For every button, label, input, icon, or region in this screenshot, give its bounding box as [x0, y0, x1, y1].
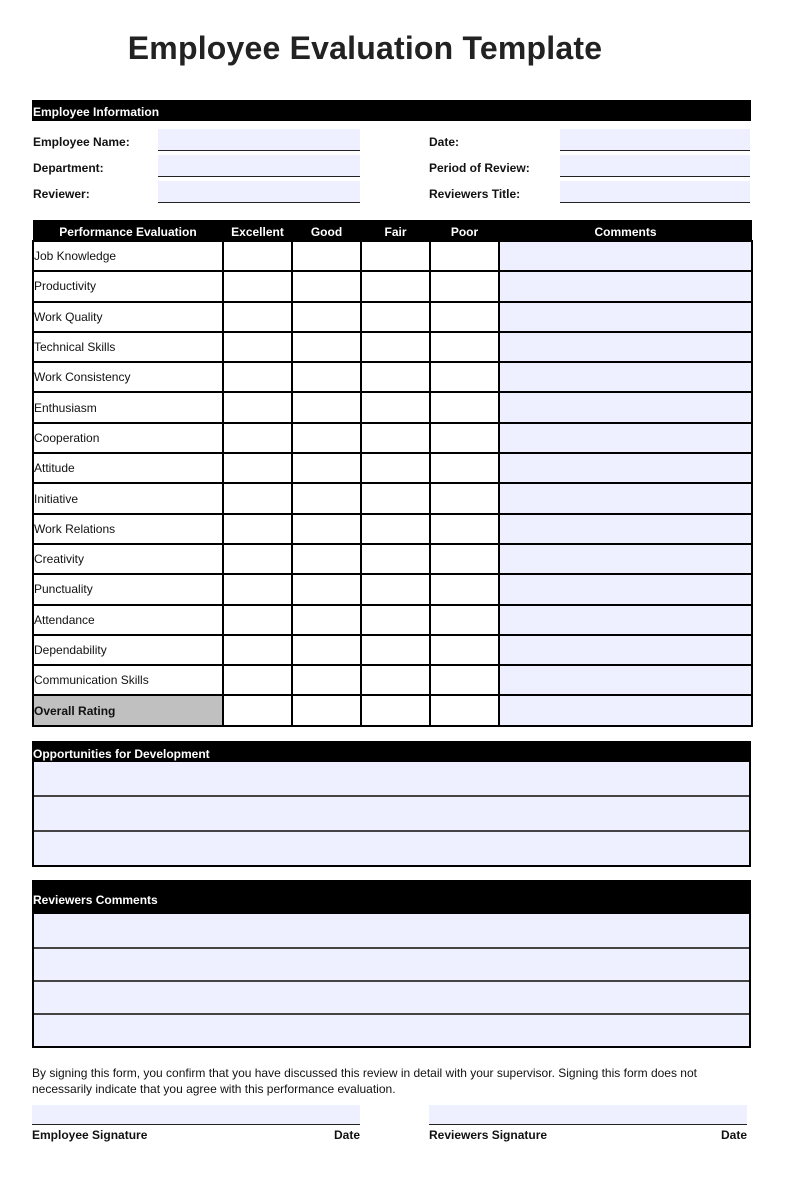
- rating-cell-excellent[interactable]: [223, 423, 292, 453]
- rating-cell-good[interactable]: [292, 392, 361, 422]
- comment-cell[interactable]: [499, 514, 752, 544]
- criteria-row: [33, 453, 752, 483]
- comment-cell[interactable]: [499, 302, 752, 332]
- development-line[interactable]: [34, 830, 749, 865]
- rating-cell-fair[interactable]: [361, 544, 430, 574]
- rating-cell-good[interactable]: [292, 544, 361, 574]
- criteria-label: Job Knowledge: [33, 241, 223, 271]
- date-field[interactable]: [560, 129, 750, 151]
- reviewers-title-label: Reviewers Title:: [429, 187, 521, 201]
- rating-cell-fair[interactable]: [361, 271, 430, 301]
- rating-cell-poor[interactable]: [430, 695, 499, 725]
- rating-cell-excellent[interactable]: [223, 695, 292, 725]
- rating-cell-fair[interactable]: [361, 423, 430, 453]
- performance-header-row: [33, 220, 752, 241]
- date-label: Date:: [429, 135, 460, 149]
- period-label: Period of Review:: [429, 161, 530, 175]
- criteria-label: Dependability: [33, 635, 223, 665]
- rating-cell-fair[interactable]: [361, 483, 430, 513]
- employee-info-section: [32, 100, 751, 210]
- development-line[interactable]: [34, 795, 749, 830]
- rating-cell-good[interactable]: [292, 695, 361, 725]
- comment-cell[interactable]: [499, 332, 752, 362]
- criteria-row: [33, 635, 752, 665]
- rating-cell-excellent[interactable]: [223, 302, 292, 332]
- rating-cell-fair[interactable]: [361, 605, 430, 635]
- development-lines: [32, 762, 751, 867]
- criteria-row: [33, 423, 752, 453]
- rating-cell-excellent[interactable]: [223, 544, 292, 574]
- rating-cell-fair[interactable]: [361, 241, 430, 271]
- reviewer-signature-label: Reviewers Signature: [429, 1128, 548, 1142]
- rating-cell-good[interactable]: [292, 271, 361, 301]
- performance-table: [32, 220, 753, 727]
- rating-cell-good[interactable]: [292, 514, 361, 544]
- criteria-row: [33, 332, 752, 362]
- comment-cell[interactable]: [499, 241, 752, 271]
- rating-cell-excellent[interactable]: [223, 635, 292, 665]
- criteria-row: [33, 514, 752, 544]
- reviewer-comments-section: [32, 880, 751, 1048]
- employee-name-label: Employee Name:: [33, 135, 130, 149]
- col-performance-evaluation: Performance Evaluation: [33, 220, 223, 241]
- criteria-label: Creativity: [33, 544, 223, 574]
- rating-cell-poor[interactable]: [430, 362, 499, 392]
- rating-cell-excellent[interactable]: [223, 332, 292, 362]
- comment-cell[interactable]: [499, 362, 752, 392]
- rating-cell-fair[interactable]: [361, 574, 430, 604]
- rating-cell-poor[interactable]: [430, 423, 499, 453]
- rating-cell-poor[interactable]: [430, 574, 499, 604]
- period-field[interactable]: [560, 155, 750, 177]
- employee-signature-label: Employee Signature: [32, 1128, 148, 1142]
- rating-cell-excellent[interactable]: [223, 362, 292, 392]
- department-label: Department:: [33, 161, 104, 175]
- rating-cell-poor[interactable]: [430, 332, 499, 362]
- employee-info-header: Employee Information: [32, 100, 751, 121]
- criteria-label: Attitude: [33, 453, 223, 483]
- rating-cell-fair[interactable]: [361, 635, 430, 665]
- info-row-reviewer: [32, 185, 751, 211]
- comment-cell[interactable]: [499, 665, 752, 695]
- rating-cell-excellent[interactable]: [223, 483, 292, 513]
- criteria-row: [33, 392, 752, 422]
- rating-cell-good[interactable]: [292, 605, 361, 635]
- criteria-label: Enthusiasm: [33, 392, 223, 422]
- criteria-row: [33, 483, 752, 513]
- comment-cell[interactable]: [499, 423, 752, 453]
- rating-cell-good[interactable]: [292, 332, 361, 362]
- criteria-label: Work Consistency: [33, 362, 223, 392]
- reviewers-title-field[interactable]: [560, 181, 750, 203]
- criteria-row: [33, 271, 752, 301]
- rating-cell-good[interactable]: [292, 423, 361, 453]
- rating-cell-fair[interactable]: [361, 695, 430, 725]
- col-excellent: Excellent: [223, 220, 292, 241]
- page-title: Employee Evaluation Template: [127, 30, 603, 66]
- rating-cell-fair[interactable]: [361, 665, 430, 695]
- overall-rating-label: Overall Rating: [33, 695, 223, 725]
- comment-cell[interactable]: [499, 635, 752, 665]
- department-field[interactable]: [158, 155, 360, 177]
- criteria-row: [33, 544, 752, 574]
- criteria-row: [33, 665, 752, 695]
- col-fair: Fair: [361, 220, 430, 241]
- employee-signature-block: [32, 1105, 360, 1142]
- rating-cell-good[interactable]: [292, 241, 361, 271]
- col-good: Good: [292, 220, 361, 241]
- reviewer-signature-field[interactable]: [429, 1105, 747, 1125]
- rating-cell-good[interactable]: [292, 665, 361, 695]
- criteria-label: Attendance: [33, 605, 223, 635]
- employee-signature-date-label: Date: [333, 1128, 360, 1142]
- rating-cell-fair[interactable]: [361, 453, 430, 483]
- rating-cell-poor[interactable]: [430, 241, 499, 271]
- rating-cell-good[interactable]: [292, 574, 361, 604]
- rating-cell-poor[interactable]: [430, 483, 499, 513]
- criteria-row: [33, 302, 752, 332]
- reviewer-comment-line[interactable]: [34, 947, 749, 980]
- development-section: [32, 741, 751, 867]
- reviewer-field[interactable]: [158, 181, 360, 203]
- criteria-row: [33, 605, 752, 635]
- reviewer-comment-line[interactable]: [34, 914, 749, 947]
- reviewer-label: Reviewer:: [33, 187, 90, 201]
- rating-cell-fair[interactable]: [361, 514, 430, 544]
- rating-cell-good[interactable]: [292, 362, 361, 392]
- rating-cell-poor[interactable]: [430, 635, 499, 665]
- comment-cell[interactable]: [499, 574, 752, 604]
- rating-cell-excellent[interactable]: [223, 605, 292, 635]
- rating-cell-poor[interactable]: [430, 605, 499, 635]
- rating-cell-poor[interactable]: [430, 302, 499, 332]
- rating-cell-excellent[interactable]: [223, 453, 292, 483]
- col-comments: Comments: [499, 220, 752, 241]
- rating-cell-good[interactable]: [292, 302, 361, 332]
- development-line[interactable]: [34, 762, 749, 795]
- rating-cell-poor[interactable]: [430, 392, 499, 422]
- col-poor: Poor: [430, 220, 499, 241]
- criteria-label: Productivity: [33, 271, 223, 301]
- rating-cell-excellent[interactable]: [223, 665, 292, 695]
- rating-cell-good[interactable]: [292, 483, 361, 513]
- criteria-row: [33, 574, 752, 604]
- rating-cell-fair[interactable]: [361, 362, 430, 392]
- rating-cell-poor[interactable]: [430, 665, 499, 695]
- rating-cell-poor[interactable]: [430, 453, 499, 483]
- rating-cell-fair[interactable]: [361, 392, 430, 422]
- reviewer-comments-lines: [32, 914, 751, 1048]
- criteria-label: Work Quality: [33, 302, 223, 332]
- comment-cell[interactable]: [499, 605, 752, 635]
- comment-cell[interactable]: [499, 453, 752, 483]
- criteria-label: Initiative: [33, 483, 223, 513]
- comment-cell[interactable]: [499, 392, 752, 422]
- rating-cell-fair[interactable]: [361, 302, 430, 332]
- disclaimer-text: By signing this form, you confirm that you have discussed this review in detail with your supervisor. Signing this form does not necessarily indicate that you agree with this performance evaluation.: [32, 1066, 697, 1096]
- rating-cell-poor[interactable]: [430, 271, 499, 301]
- rating-cell-poor[interactable]: [430, 514, 499, 544]
- criteria-label: Punctuality: [33, 574, 223, 604]
- rating-cell-excellent[interactable]: [223, 271, 292, 301]
- criteria-row: [33, 241, 752, 271]
- comment-cell[interactable]: [499, 271, 752, 301]
- criteria-row: [33, 362, 752, 392]
- comment-cell[interactable]: [499, 483, 752, 513]
- criteria-label: Work Relations: [33, 514, 223, 544]
- criteria-label: Technical Skills: [33, 332, 223, 362]
- comment-cell[interactable]: [499, 695, 752, 725]
- comment-cell[interactable]: [499, 544, 752, 574]
- overall-rating-row: [33, 695, 752, 725]
- rating-cell-excellent[interactable]: [223, 241, 292, 271]
- employee-signature-field[interactable]: [32, 1105, 360, 1125]
- reviewer-comments-header: Reviewers Comments: [32, 880, 751, 914]
- rating-cell-good[interactable]: [292, 453, 361, 483]
- criteria-label: Cooperation: [33, 423, 223, 453]
- rating-cell-excellent[interactable]: [223, 574, 292, 604]
- employee-name-field[interactable]: [158, 129, 360, 151]
- reviewer-comment-line[interactable]: [34, 980, 749, 1013]
- reviewer-signature-block: [429, 1105, 747, 1142]
- rating-cell-excellent[interactable]: [223, 514, 292, 544]
- development-header: Opportunities for Development: [32, 741, 751, 762]
- rating-cell-poor[interactable]: [430, 544, 499, 574]
- rating-cell-good[interactable]: [292, 635, 361, 665]
- criteria-label: Communication Skills: [33, 665, 223, 695]
- rating-cell-excellent[interactable]: [223, 392, 292, 422]
- reviewer-signature-date-label: Date: [720, 1128, 747, 1142]
- reviewer-comment-line[interactable]: [34, 1013, 749, 1046]
- rating-cell-fair[interactable]: [361, 332, 430, 362]
